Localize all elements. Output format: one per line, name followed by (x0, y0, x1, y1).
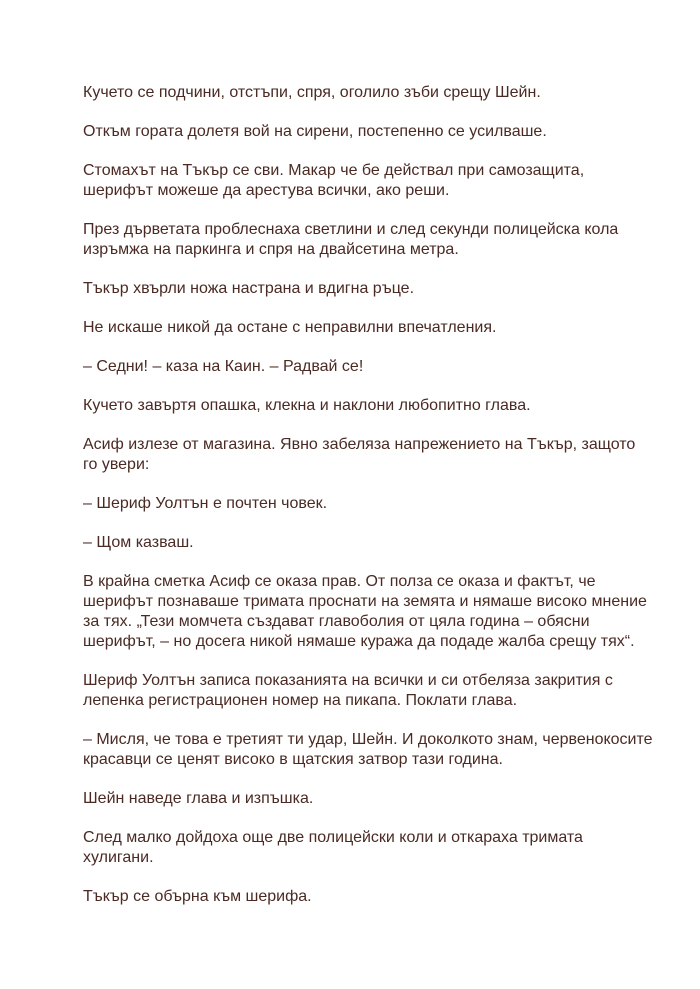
paragraph-12: В крайна сметка Асиф се оказа прав. От полза се оказа и фактът, че шерифът познаваше тримата проснати на земята и нямаше високо мнение за тях. „Тези момчета създават главоболия от цяла година – обясни шерифът, – но досега никой нямаше куража да подаде жалба срещу тях“. (83, 573, 647, 650)
paragraph-14: – Мисля, че това е третият ти удар, Шейн. И доколкото знам, червенокосите красавци се ценят високо в щатския затвор тази година. (83, 731, 653, 768)
paragraph-8: Кучето завъртя опашка, клекна и наклони любопитно глава. (83, 397, 531, 414)
document-body (83, 83, 653, 926)
paragraph-16: След малко дойдоха още две полицейски коли и откараха тримата хулигани. (83, 829, 583, 866)
paragraph-15: Шейн наведе глава и изпъшка. (83, 790, 314, 807)
paragraph-17: Тъкър се обърна към шерифа. (83, 888, 312, 905)
paragraph-1: Кучето се подчини, отстъпи, спря, оголило зъби срещу Шейн. (83, 84, 541, 101)
paragraph-10: – Шериф Уолтън е почтен човек. (83, 495, 328, 512)
paragraph-9: Асиф излезе от магазина. Явно забеляза напрежението на Тъкър, защото го увери: (83, 436, 636, 473)
paragraph-5: Тъкър хвърли ножа настрана и вдигна ръце. (83, 280, 415, 297)
paragraph-3: Стомахът на Тъкър се сви. Макар че бе действал при самозащита, шерифът можеше да арестува всички, ако реши. (83, 162, 585, 199)
paragraph-4: През дърветата проблеснаха светлини и след секунди полицейска кола изръмжа на паркинга и спря на двайсетина метра. (83, 221, 619, 258)
paragraph-13: Шериф Уолтън записа показанията на всички и си отбеляза закрития с лепенка регистрационен номер на пикапа. Поклати глава. (83, 672, 613, 709)
paragraph-2: Откъм гората долетя вой на сирени, постепенно се усилваше. (83, 123, 547, 140)
paragraph-7: – Седни! – каза на Каин. – Радвай се! (83, 358, 364, 375)
paragraph-11: – Щом казваш. (83, 534, 194, 551)
paragraph-6: Не искаше никой да остане с неправилни впечатления. (83, 319, 497, 336)
